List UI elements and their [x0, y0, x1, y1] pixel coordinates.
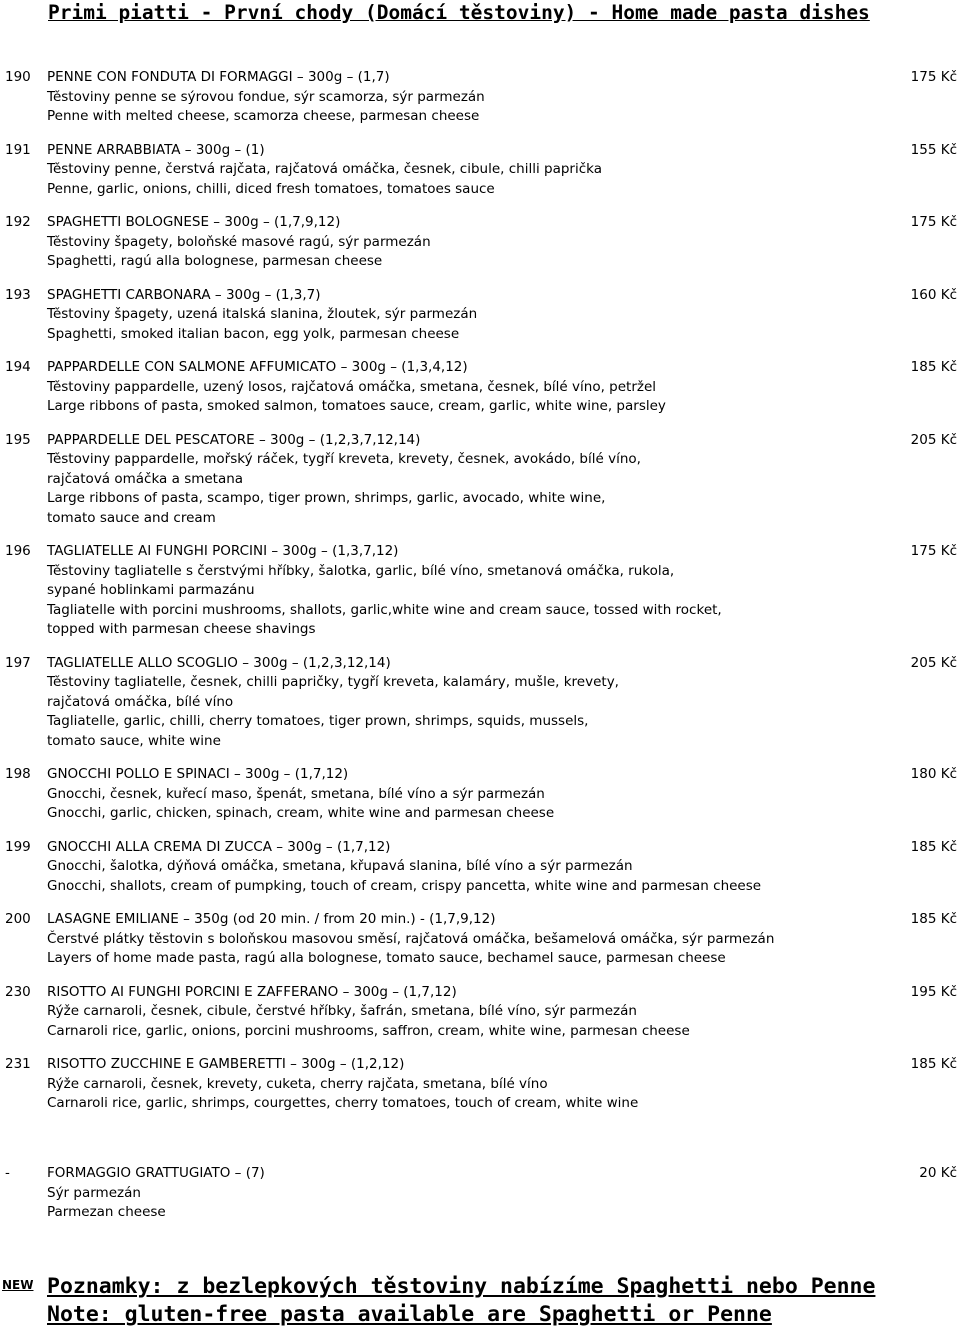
item-description-line: Těstoviny penne se sýrovou fondue, sýr scamorza, sýr parmezán — [47, 88, 485, 105]
item-price: 180 Kč — [910, 766, 957, 782]
item-price: 20 Kč — [919, 1165, 957, 1181]
item-name: PENNE CON FONDUTA DI FORMAGGI – 300g – (1,7) — [47, 69, 390, 85]
menu-item — [0, 68, 960, 127]
item-price: 155 Kč — [910, 141, 957, 158]
item-name: TAGLIATELLE AI FUNGHI PORCINI – 300g – (1,3,7,12) — [47, 543, 399, 559]
item-number: 191 — [5, 141, 31, 158]
item-description-line: Large ribbons of pasta, scampo, tiger prown, shrimps, garlic, avocado, white wine, — [47, 490, 606, 506]
item-price: 175 Kč — [910, 69, 957, 85]
item-description-line: Penne with melted cheese, scamorza cheese, parmesan cheese — [47, 108, 480, 124]
menu-item-list — [0, 68, 960, 1128]
item-price: 175 Kč — [910, 543, 957, 559]
item-name: SPAGHETTI CARBONARA – 300g – (1,3,7) — [47, 286, 321, 303]
item-name: GNOCCHI POLLO E SPINACI – 300g – (1,7,12) — [47, 766, 349, 782]
item-description-line: Těstoviny pappardelle, mořský ráček, tygří kreveta, krevety, česnek, avokádo, bílé víno, — [47, 451, 641, 467]
item-number: - — [5, 1165, 10, 1181]
menu-item — [0, 141, 960, 200]
item-description-line: Gnocchi, shallots, cream of pumpking, touch of cream, crispy pancetta, white wine and parmesan cheese — [47, 877, 762, 894]
item-name: PENNE ARRABBIATA – 300g – (1) — [47, 141, 265, 158]
item-name: SPAGHETTI BOLOGNESE – 300g – (1,7,9,12) — [47, 214, 341, 230]
menu-item — [0, 1055, 960, 1114]
item-description-line: rajčatová omáčka a smetana — [47, 470, 244, 487]
item-number: 198 — [5, 766, 31, 782]
item-body — [47, 654, 867, 752]
item-name: LASAGNE EMILIANE – 350g (od 20 min. / from 20 min.) - (1,7,9,12) — [47, 911, 496, 927]
item-description-line: sypané hoblinkami parmazánu — [47, 582, 255, 598]
item-name: FORMAGGIO GRATTUGIATO – (7) — [47, 1165, 265, 1181]
item-body — [47, 765, 867, 824]
item-name: RISOTTO ZUCCHINE E GAMBERETTI – 300g – (1,2,12) — [47, 1056, 405, 1072]
item-price: 175 Kč — [910, 214, 957, 230]
item-number: 231 — [5, 1056, 31, 1072]
item-description-line: Těstoviny špagety, boloňské masové ragú, sýr parmezán — [47, 233, 431, 250]
item-description-line: Large ribbons of pasta, smoked salmon, tomatoes sauce, cream, garlic, white wine, parsley — [47, 398, 666, 414]
item-name: PAPPARDELLE CON SALMONE AFFUMICATO – 300g – (1,3,4,12) — [47, 359, 468, 375]
item-description-line: Sýr parmezán — [47, 1184, 141, 1201]
menu-item — [0, 983, 960, 1042]
menu-item — [0, 213, 960, 272]
item-description-line: Gnocchi, šalotka, dýňová omáčka, smetana, křupavá slanina, bílé víno a sýr parmezán — [47, 858, 633, 874]
item-description-line: rajčatová omáčka, bílé víno — [47, 693, 234, 710]
item-description-line: Čerstvé plátky těstovin s boloňskou masovou směsí, rajčatová omáčka, bešamelová omáčka, sýr parmezán — [47, 930, 775, 947]
item-description-line: Těstoviny špagety, uzená italská slanina, žloutek, sýr parmezán — [47, 306, 478, 322]
item-body — [47, 286, 867, 345]
item-description-line: Gnocchi, garlic, chicken, spinach, cream, white wine and parmesan cheese — [47, 805, 555, 821]
menu-item — [0, 542, 960, 640]
item-description-line: Tagliatelle with porcini mushrooms, shallots, garlic,white wine and cream sauce, tossed with rocket, — [47, 601, 722, 618]
item-number: 194 — [5, 359, 31, 375]
item-price: 185 Kč — [910, 838, 957, 855]
item-body — [47, 838, 867, 897]
item-description-line: Gnocchi, česnek, kuřecí maso, špenát, smetana, bílé víno a sýr parmezán — [47, 785, 545, 802]
item-description-line: Layers of home made pasta, ragú alla bolognese, tomato sauce, bechamel sauce, parmesan cheese — [47, 950, 726, 966]
item-name: GNOCCHI ALLA CREMA DI ZUCCA – 300g – (1,7,12) — [47, 838, 391, 855]
item-name: RISOTTO AI FUNGHI PORCINI E ZAFFERANO – 300g – (1,7,12) — [47, 983, 457, 1000]
item-description-line: Spaghetti, ragú alla bolognese, parmesan cheese — [47, 253, 383, 269]
item-description-line: Spaghetti, smoked italian bacon, egg yolk, parmesan cheese — [47, 325, 460, 342]
menu-item — [0, 654, 960, 752]
item-number: 190 — [5, 69, 31, 85]
item-body — [47, 213, 867, 272]
item-body — [47, 141, 867, 200]
menu-item — [0, 286, 960, 345]
page-title: Primi piatti - První chody (Domácí těstoviny) - Home made pasta dishes — [48, 1, 870, 24]
item-body — [47, 1055, 867, 1114]
item-body — [47, 542, 867, 640]
item-price: 195 Kč — [910, 983, 957, 1000]
note-line-cz: Poznamky: z bezlepkových těstoviny nabízíme Spaghetti nebo Penne — [47, 1274, 876, 1299]
item-description-line: topped with parmesan cheese shavings — [47, 621, 316, 637]
item-number: 196 — [5, 543, 31, 559]
item-price: 185 Kč — [910, 911, 957, 927]
item-number: 195 — [5, 431, 31, 448]
item-price: 205 Kč — [910, 654, 957, 671]
item-number: 200 — [5, 911, 31, 927]
item-number: 199 — [5, 838, 31, 855]
note-line-en: Note: gluten-free pasta available are Spaghetti or Penne — [47, 1302, 772, 1327]
menu-item — [0, 765, 960, 824]
item-number: 192 — [5, 214, 31, 230]
item-body — [47, 431, 867, 529]
item-body — [47, 68, 867, 127]
item-description-line: Těstoviny tagliatelle, česnek, chilli papričky, tygří kreveta, kalamáry, mušle, krevety, — [47, 674, 619, 690]
menu-item — [0, 431, 960, 529]
item-description-line: Rýže carnaroli, česnek, krevety, cuketa, cherry rajčata, smetana, bílé víno — [47, 1075, 548, 1092]
item-description-line: Carnaroli rice, garlic, onions, porcini mushrooms, saffron, cream, white wine, parmesan cheese — [47, 1022, 690, 1039]
item-number: 193 — [5, 286, 31, 303]
item-description-line: Carnaroli rice, garlic, shrimps, courgettes, cherry tomatoes, touch of cream, white wine — [47, 1095, 639, 1111]
item-body — [47, 910, 867, 969]
item-description-line: Těstoviny penne, čerstvá rajčata, rajčatová omáčka, česnek, cibule, chilli paprička — [47, 161, 603, 177]
item-description-line: tomato sauce, white wine — [47, 732, 221, 749]
item-body — [47, 1164, 867, 1223]
item-description-line: Parmezan cheese — [47, 1204, 166, 1220]
item-price: 160 Kč — [910, 286, 957, 303]
item-description-line: Tagliatelle, garlic, chilli, cherry tomatoes, tiger prown, shrimps, squids, mussels, — [47, 713, 589, 729]
menu-extra — [0, 1164, 960, 1237]
item-description-line: Těstoviny pappardelle, uzený losos, rajčatová omáčka, smetana, česnek, bílé víno, petržel — [47, 378, 657, 395]
item-number: 230 — [5, 983, 31, 1000]
item-description-line: tomato sauce and cream — [47, 509, 216, 526]
menu-item — [0, 910, 960, 969]
item-name: PAPPARDELLE DEL PESCATORE – 300g – (1,2,3,7,12,14) — [47, 431, 421, 448]
item-description-line: Rýže carnaroli, česnek, cibule, čerstvé hříbky, šafrán, smetana, bílé víno, sýr parmezán — [47, 1003, 637, 1019]
item-body — [47, 358, 867, 417]
menu-item — [0, 358, 960, 417]
item-number: 197 — [5, 654, 31, 671]
menu-item — [0, 1164, 960, 1223]
item-name: TAGLIATELLE ALLO SCOGLIO – 300g – (1,2,3,12,14) — [47, 654, 391, 671]
new-badge: NEW — [2, 1278, 34, 1292]
item-price: 185 Kč — [910, 359, 957, 375]
item-price: 185 Kč — [910, 1056, 957, 1072]
item-price: 205 Kč — [910, 431, 957, 448]
item-body — [47, 983, 867, 1042]
item-description-line: Těstoviny tagliatelle s čerstvými hříbky, šalotka, garlic, bílé víno, smetanová omáčka, rukola, — [47, 562, 675, 579]
menu-item — [0, 838, 960, 897]
item-description-line: Penne, garlic, onions, chilli, diced fresh tomatoes, tomatoes sauce — [47, 180, 495, 197]
